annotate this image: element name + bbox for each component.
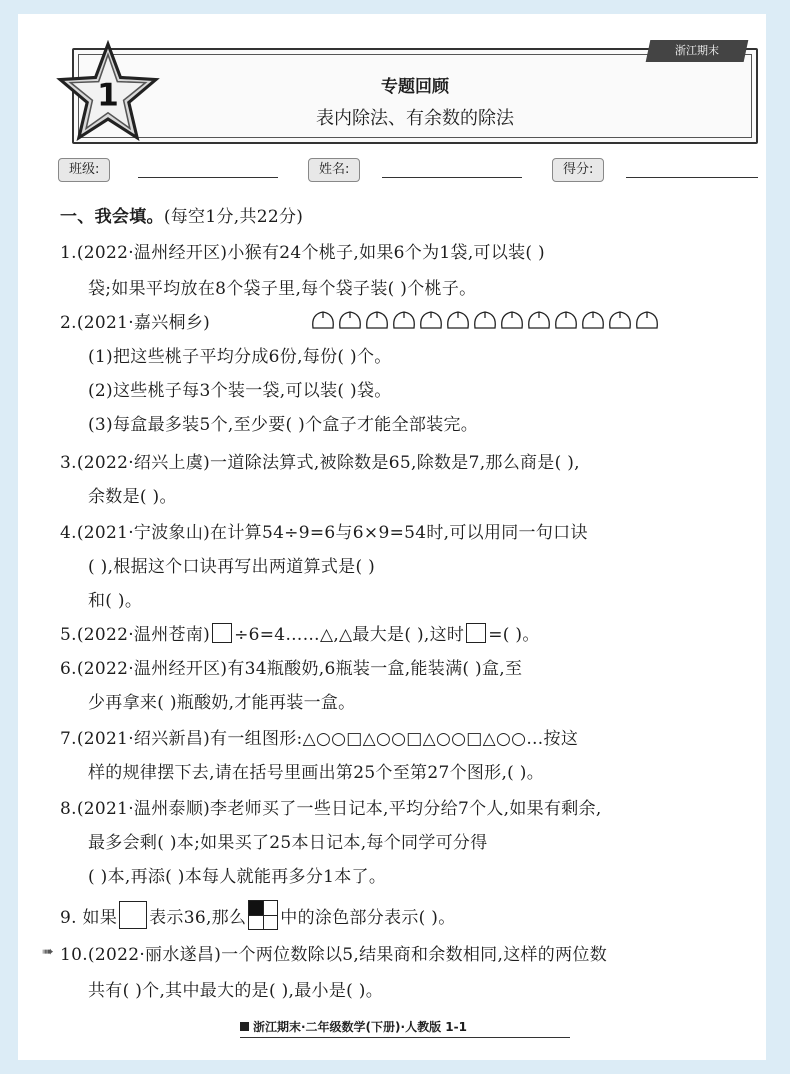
q2-sub1: (1)把这些桃子平均分成6份,每份( )个。 bbox=[88, 347, 392, 367]
section-note: (每空1分,共22分) bbox=[163, 207, 304, 227]
section-title: 一、我会填。 bbox=[60, 207, 164, 227]
blank-square-icon bbox=[212, 623, 232, 643]
q9-line1 bbox=[60, 900, 456, 930]
q1-line2: 袋;如果平均放在8个袋子里,每个袋子装( )个桃子。 bbox=[88, 279, 477, 299]
q4-line3: 和( )。 bbox=[88, 591, 143, 611]
q1-line1: 1.(2022·温州经开区)小猴有24个桃子,如果6个为1袋,可以装( ) bbox=[60, 243, 545, 263]
blank-square-icon bbox=[466, 623, 486, 643]
q2-sub2: (2)这些桃子每3个装一袋,可以装( )袋。 bbox=[88, 381, 392, 401]
q3-line1: 3.(2022·绍兴上虞)一道除法算式,被除数是65,除数是7,那么商是( ), bbox=[60, 453, 580, 473]
section-heading bbox=[60, 202, 303, 227]
q6-line2: 少再拿来( )瓶酸奶,才能再装一盒。 bbox=[88, 693, 356, 713]
shaded-grid-icon bbox=[248, 900, 278, 930]
title-banner bbox=[72, 48, 758, 144]
q6-line1: 6.(2022·温州经开区)有34瓶酸奶,6瓶装一盒,能装满( )盒,至 bbox=[60, 659, 523, 679]
score-blank[interactable] bbox=[626, 177, 758, 178]
q7-line1: 7.(2021·绍兴新昌)有一组图形:△○○□△○○□△○○□△○○…按这 bbox=[60, 729, 579, 749]
peach-row-icon bbox=[310, 308, 674, 332]
class-blank[interactable] bbox=[138, 177, 278, 178]
name-label: 姓名: bbox=[308, 158, 360, 182]
q5-text: ÷6=4……△,△最大是( ),这时 bbox=[234, 625, 465, 645]
q9-prefix: 9. 如果 bbox=[60, 908, 118, 928]
name-blank[interactable] bbox=[382, 177, 522, 178]
topic-subtitle: 表内除法、有余数的除法 bbox=[316, 108, 514, 129]
unit-square-icon bbox=[119, 901, 147, 929]
q2-line1: 2.(2021·嘉兴桐乡) bbox=[60, 313, 211, 333]
q9-suffix: 中的涂色部分表示( )。 bbox=[280, 908, 456, 928]
q5-tail: =( )。 bbox=[488, 625, 540, 645]
class-label: 班级: bbox=[58, 158, 110, 182]
footer-square-icon bbox=[240, 1022, 249, 1031]
q10-line2: 共有( )个,其中最大的是( ),最小是( )。 bbox=[88, 981, 384, 1001]
q4-line1: 4.(2021·宁波象山)在计算54÷9=6与6×9=54时,可以用同一句口诀 bbox=[60, 523, 588, 543]
q7-line2: 样的规律摆下去,请在括号里画出第25个至第27个图形,( )。 bbox=[88, 763, 545, 783]
topic-title: 专题回顾 bbox=[381, 77, 449, 97]
footer-text: 浙江期末·二年级数学(下册)·人教版 1-1 bbox=[253, 1020, 467, 1034]
q5-source: 5.(2022·温州苍南) bbox=[60, 625, 211, 645]
region-tag: 浙江期末 bbox=[646, 40, 749, 62]
q9-middle: 表示36,那么 bbox=[149, 908, 247, 928]
q3-line2: 余数是( )。 bbox=[88, 487, 177, 507]
q10-line1 bbox=[42, 940, 607, 965]
star-badge-icon bbox=[56, 40, 160, 144]
q8-line2: 最多会剩( )本;如果买了25本日记本,每个同学可分得 bbox=[88, 833, 488, 853]
q8-line3: ( )本,再添( )本每人就能再多分1本了。 bbox=[88, 867, 387, 887]
q2-sub3: (3)每盒最多装5个,至少要( )个盒子才能全部装完。 bbox=[88, 415, 479, 435]
q4-line2: ( ),根据这个口诀再写出两道算式是( ) bbox=[88, 557, 376, 577]
q5-line1 bbox=[60, 620, 540, 645]
score-label: 得分: bbox=[552, 158, 604, 182]
page-footer bbox=[240, 1018, 570, 1038]
chapter-number: 1 bbox=[97, 77, 119, 114]
q10-text: 10.(2022·丽水遂昌)一个两位数除以5,结果商和余数相同,这样的两位数 bbox=[60, 945, 607, 965]
difficulty-arrow-icon: ➠ bbox=[42, 944, 55, 960]
q8-line1: 8.(2021·温州泰顺)李老师买了一些日记本,平均分给7个人,如果有剩余, bbox=[60, 799, 602, 819]
student-info-bar bbox=[58, 158, 758, 182]
